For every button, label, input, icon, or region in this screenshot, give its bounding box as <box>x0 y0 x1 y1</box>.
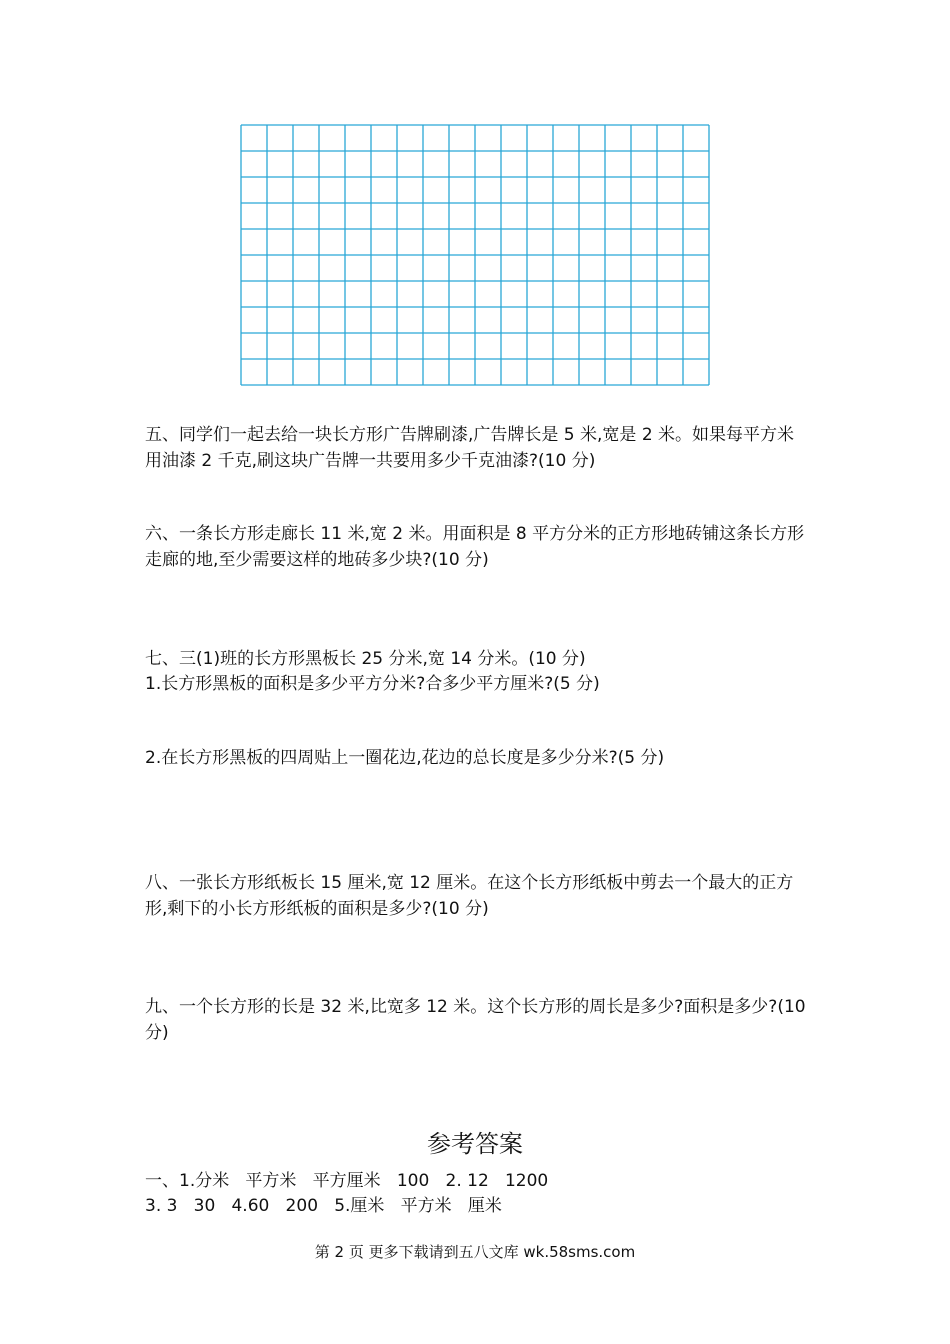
answer-line-1: 一、1.分米 平方米 平方厘米 100 2. 12 1200 <box>145 1171 549 1191</box>
question-7-part-2: 2.在长方形黑板的四周贴上一圈花边,花边的总长度是多少分米?(5 分) <box>145 748 665 768</box>
question-7: 七、三(1)班的长方形黑板长 25 分米,宽 14 分米。(10 分) <box>145 649 586 669</box>
answer-key-title: 参考答案 <box>427 1130 523 1158</box>
square-grid <box>240 124 710 386</box>
question-5: 五、同学们一起去给一块长方形广告牌刷漆,广告牌长是 5 米,宽是 2 米。如果每平方米用油漆 2 千克,刷这块广告牌一共要用多少千克油漆?(10 分) <box>145 425 795 471</box>
answer-line-2: 3. 3 30 4.60 200 5.厘米 平方米 厘米 <box>145 1196 502 1216</box>
question-7-part-1: 1.长方形黑板的面积是多少平方分米?合多少平方厘米?(5 分) <box>145 674 600 694</box>
question-9: 九、一个长方形的长是 32 米,比宽多 12 米。这个长方形的周长是多少?面积是多少?(10 分) <box>145 997 806 1043</box>
question-8: 八、一张长方形纸板长 15 厘米,宽 12 厘米。在这个长方形纸板中剪去一个最大的正方形,剩下的小长方形纸板的面积是多少?(10 分) <box>145 873 794 919</box>
question-6: 六、一条长方形走廊长 11 米,宽 2 米。用面积是 8 平方分米的正方形地砖铺这条长方形走廊的地,至少需要这样的地砖多少块?(10 分) <box>145 524 805 570</box>
page-footer: 第 2 页 更多下载请到五八文库 wk.58sms.com <box>314 1243 636 1261</box>
